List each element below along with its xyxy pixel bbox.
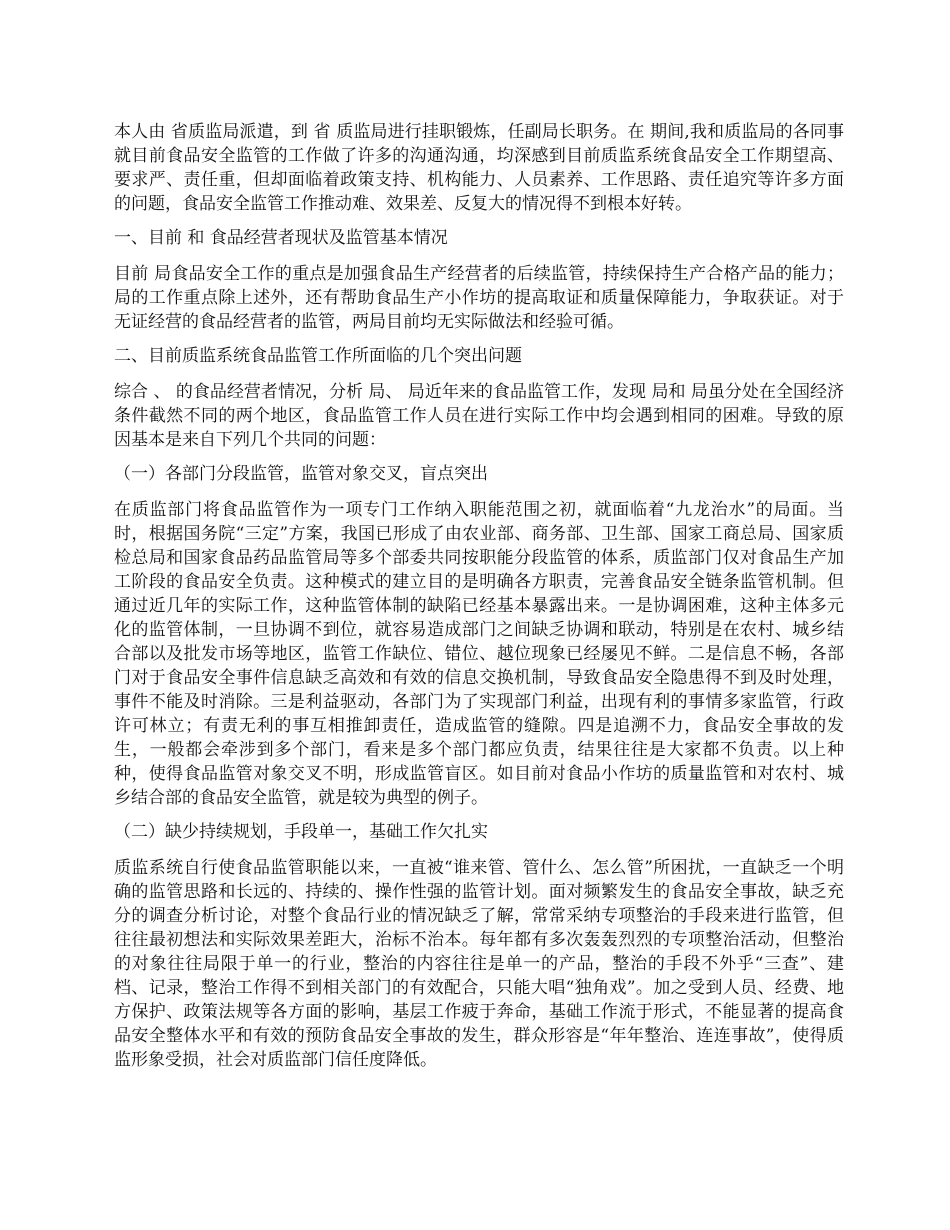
subsection-1-paragraph: 在质监部门将食品监管作为一项专门工作纳入职能范围之初，就面临着“九龙治水”的局面。当时，根据国务院“三定”方案，我国已形成了由农业部、商务部、卫生部、国家工商总局、国家质检总局和国家食品药品监管局等多个部委共同按职能分段监管的体系，质监部门仅对食品生产加工阶段的食品安全负责。这种模式的建立目的是明确各方职责，完善食品安全链条监管机制。但通过近几年的实际工作，这种监管体制的缺陷已经基本暴露出来。一是协调困难，这种主体多元化的监管体制，一旦协调不到位，就容易造成部门之间缺乏协调和联动，特别是在农村、城乡结合部以及批发市场等地区，监管工作缺位、错位、越位现象已经屡见不鲜。二是信息不畅，各部门对于食品安全事件信息缺乏高效和有效的信息交换机制，导致食品安全隐患得不到及时处理，事件不能及时消除。三是利益驱动，各部门为了实现部门利益，出现有利的事情多家监管，行政许可林立；有责无利的事互相推卸责任，造成监管的缝隙。四是追溯不力，食品安全事故的发生，一般都会牵涉到多个部门，看来是多个部门都应负责，结果往往是大家都不负责。以上种种，使得食品监管对象交叉不明，形成监管盲区。如目前对食品小作坊的质量监管和对农村、城乡结合部的食品安全监管，就是较为典型的例子。 (114, 500, 844, 808)
section-2-paragraph: 综合 、 的食品经营者情况，分析 局、 局近年来的食品监管工作，发现 局和 局虽分处在全国经济条件截然不同的两个地区，食品监管工作人员在进行实际工作中均会遇到相同的困难。导致的原因基本是来自下列几个共同的问题： (114, 382, 844, 450)
document-page (114, 120, 844, 1082)
intro-paragraph: 本人由 省质监局派遣，到 省 质监局进行挂职锻炼，任副局长职务。在 期间,我和质监局的各同事就目前食品安全监管的工作做了许多的沟通沟通，均深感到目前质监系统食品安全工作期望高、要求严、责任重，但却面临着政策支持、机构能力、人员素养、工作思路、责任追究等许多方面的问题，食品安全监管工作推动难、效果差、反复大的情况得不到根本好转。 (114, 122, 844, 214)
section-heading-1: 一、目前 和 食品经营者现状及监管基本情况 (114, 228, 448, 248)
subsection-heading-2: （二）缺少持续规划，手段单一，基础工作欠扎实 (114, 822, 488, 842)
section-heading-2: 二、目前质监系统食品监管工作所面临的几个突出问题 (114, 346, 522, 366)
subsection-2-paragraph: 质监系统自行使食品监管职能以来，一直被“谁来管、管什么、怎么管”所困扰，一直缺乏一个明确的监管思路和长远的、持续的、操作性强的监管计划。面对频繁发生的食品安全事故，缺乏充分的调查分析讨论，对整个食品行业的情况缺乏了解，常常采纳专项整治的手段来进行监管，但往往最初想法和实际效果差距大，治标不治本。每年都有多次轰轰烈烈的专项整治活动，但整治的对象往往局限于单一的行业，整治的内容往往是单一的产品，整治的手段不外乎“三查”、建档、记录，整治工作得不到相关部门的有效配合，只能大唱“独角戏”。加之受到人员、经费、地方保护、政策法规等各方面的影响，基层工作疲于奔命，基础工作流于形式，不能显著的提高食品安全整体水平和有效的预防食品安全事故的发生，群众形容是“年年整治、连连事故”，使得质监形象受损，社会对质监部门信任度降低。 (114, 858, 844, 1070)
subsection-heading-1: （一）各部门分段监管，监管对象交叉，盲点突出 (114, 464, 488, 484)
section-1-paragraph: 目前 局食品安全工作的重点是加强食品生产经营者的后续监管，持续保持生产合格产品的能力； 局的工作重点除上述外，还有帮助食品生产小作坊的提高取证和质量保障能力，争取获证。对于无证经营的食品经营者的监管，两局目前均无实际做法和经验可循。 (114, 264, 844, 332)
